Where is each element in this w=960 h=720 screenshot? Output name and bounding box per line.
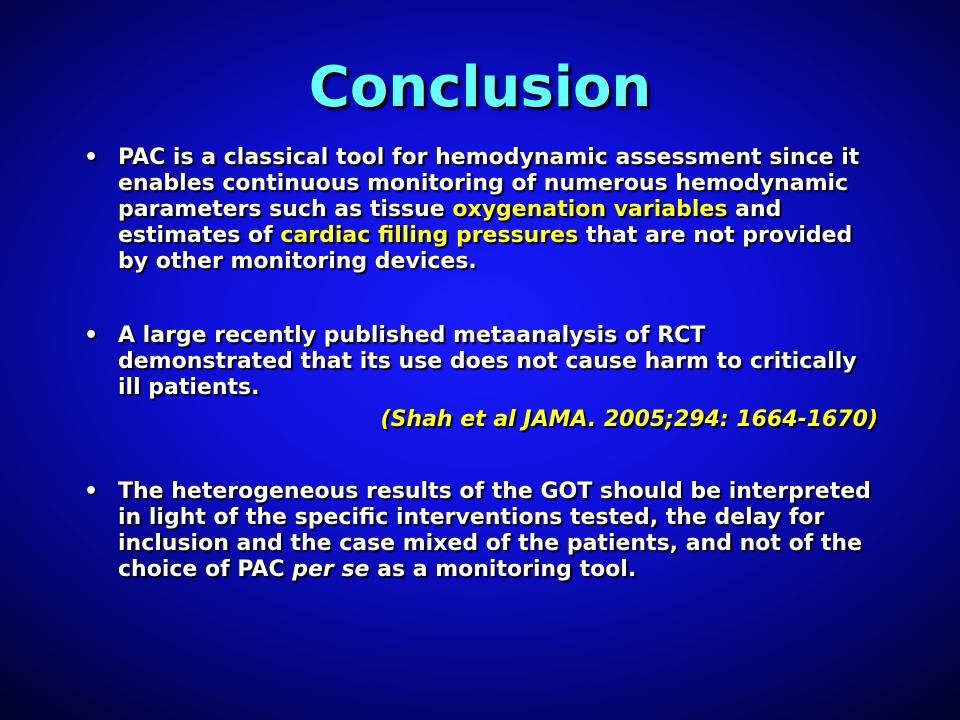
bullet-text-segment: A large recently published metaanalysis of RCT demonstrated that its use does not cause harm to critically ill patients. xyxy=(118,323,857,400)
bullet-icon: • xyxy=(84,479,99,504)
citation: (Shah et al JAMA. 2005;294: 1664-1670) xyxy=(380,407,878,432)
bullet-list xyxy=(82,145,882,583)
bullet-icon: • xyxy=(84,145,99,170)
bullet-item-pac-tool xyxy=(82,145,882,275)
bullet-text-segment: as a monitoring tool. xyxy=(369,557,637,582)
bullet-text-segment: that are not provided by other monitoring devices. xyxy=(118,223,853,274)
bullet-text-segment: The heterogeneous results of the GOT should be interpreted in light of the specific interventions tested, the delay for inclusion and the case mixed of the patients, and not of the choice of PAC xyxy=(118,479,871,582)
bullet-text-segment: PAC is a classical tool for hemodynamic assessment since it enables continuous monitoring of numerous hemodynamic parameters such as tissue xyxy=(118,145,860,222)
bullet-icon: • xyxy=(84,323,99,348)
slide-title: Conclusion xyxy=(308,55,652,120)
italic-per-se: per se xyxy=(292,557,370,582)
highlight-oxygenation-variables: oxygenation variables xyxy=(452,197,728,222)
bullet-item-metaanalysis xyxy=(82,323,882,433)
bullet-item-heterogeneous-results xyxy=(82,479,882,583)
bullet-text-segment: and estimates of xyxy=(118,197,782,248)
highlight-cardiac-filling-pressures: cardiac filling pressures xyxy=(280,223,579,248)
